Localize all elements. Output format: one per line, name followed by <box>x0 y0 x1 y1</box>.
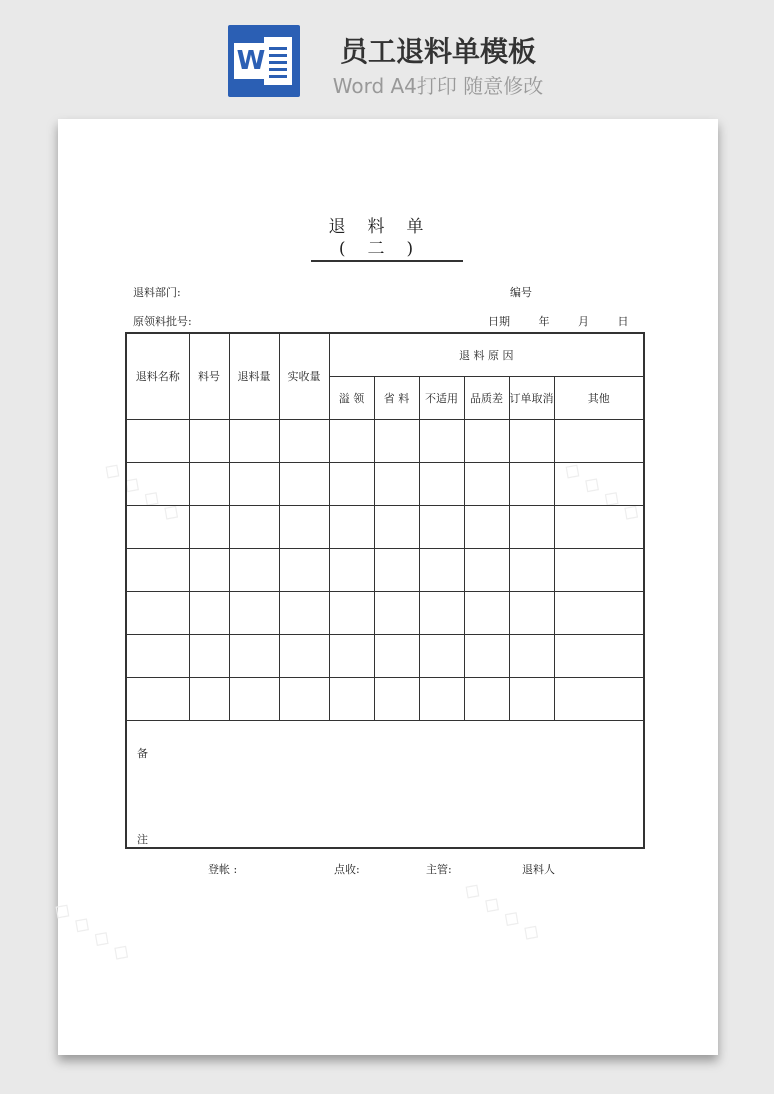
year-label: 年 <box>538 315 550 328</box>
table-cell[interactable] <box>374 419 419 462</box>
table-cell[interactable] <box>554 505 644 548</box>
watermark: ◇ ◇ ◇ ◇ <box>98 455 186 528</box>
table-cell[interactable] <box>329 462 374 505</box>
table-cell[interactable] <box>464 634 509 677</box>
table-cell[interactable] <box>329 505 374 548</box>
table-cell[interactable] <box>419 591 464 634</box>
table-cell[interactable] <box>374 591 419 634</box>
table-cell[interactable] <box>229 677 279 720</box>
table-cell[interactable] <box>419 548 464 591</box>
remarks-label-bottom: 注 <box>137 832 148 846</box>
table-cell[interactable] <box>554 462 644 505</box>
table-row <box>126 591 644 634</box>
day-label: 日 <box>617 315 629 328</box>
table-cell[interactable] <box>279 462 329 505</box>
table-cell[interactable] <box>509 419 554 462</box>
table-cell[interactable] <box>509 462 554 505</box>
table-cell[interactable] <box>419 505 464 548</box>
table-cell[interactable] <box>229 419 279 462</box>
table-cell[interactable] <box>229 548 279 591</box>
table-cell[interactable] <box>419 634 464 677</box>
footer-register: 登帐 : <box>208 863 238 876</box>
header <box>0 0 774 110</box>
table-cell[interactable] <box>374 505 419 548</box>
table-row <box>126 677 644 720</box>
table-cell[interactable] <box>279 505 329 548</box>
table-cell[interactable] <box>126 591 189 634</box>
col-header-reason: 溢 领 <box>329 376 374 419</box>
table-cell[interactable] <box>279 591 329 634</box>
footer-supervisor: 主管: <box>426 863 452 876</box>
col-header-reason: 省 料 <box>374 376 419 419</box>
table-cell[interactable] <box>554 634 644 677</box>
document-title: 退料单(二) <box>311 216 463 262</box>
footer-returner: 退料人 <box>522 863 555 876</box>
table-cell[interactable] <box>329 591 374 634</box>
table-cell[interactable] <box>229 462 279 505</box>
table-cell[interactable] <box>419 677 464 720</box>
table-cell[interactable] <box>554 677 644 720</box>
table-cell[interactable] <box>554 591 644 634</box>
table-cell[interactable] <box>279 548 329 591</box>
table-cell[interactable] <box>329 677 374 720</box>
word-icon <box>228 25 300 97</box>
col-header-reason: 订单取消 <box>509 376 554 419</box>
table-row <box>126 548 644 591</box>
table-cell[interactable] <box>229 505 279 548</box>
table-cell[interactable] <box>329 419 374 462</box>
table-cell[interactable] <box>189 462 229 505</box>
col-header-name: 退料名称 <box>126 333 189 419</box>
return-form-table <box>125 332 645 849</box>
table-cell[interactable] <box>279 677 329 720</box>
table-cell[interactable] <box>374 462 419 505</box>
table-cell[interactable] <box>374 677 419 720</box>
table-cell[interactable] <box>126 548 189 591</box>
col-header-reason: 不适用 <box>419 376 464 419</box>
table-cell[interactable] <box>464 591 509 634</box>
table-cell[interactable] <box>374 634 419 677</box>
table-row <box>126 419 644 462</box>
table-row <box>126 634 644 677</box>
table-cell[interactable] <box>126 505 189 548</box>
date-label: 日期 <box>488 315 510 328</box>
table-cell[interactable] <box>464 677 509 720</box>
remarks-row <box>126 720 644 848</box>
table-cell[interactable] <box>464 462 509 505</box>
page-lines-icon <box>264 37 292 85</box>
table-cell[interactable] <box>509 677 554 720</box>
table-cell[interactable] <box>279 634 329 677</box>
document-page <box>48 119 718 1055</box>
table-cell[interactable] <box>509 548 554 591</box>
table-cell[interactable] <box>126 419 189 462</box>
table-cell[interactable] <box>464 419 509 462</box>
table-cell[interactable] <box>419 462 464 505</box>
table-cell[interactable] <box>329 634 374 677</box>
batch-label: 原领料批号: <box>133 315 192 328</box>
table-cell[interactable] <box>509 505 554 548</box>
footer-check: 点收: <box>334 863 360 876</box>
col-header-return-qty: 退料量 <box>229 333 279 419</box>
table-row <box>126 462 644 505</box>
table-cell[interactable] <box>189 419 229 462</box>
table-cell[interactable] <box>374 548 419 591</box>
table-cell[interactable] <box>279 419 329 462</box>
table-cell[interactable] <box>126 677 189 720</box>
serial-label: 编号 <box>510 286 532 299</box>
watermark: ◇ ◇ ◇ ◇ <box>48 895 136 968</box>
table-cell[interactable] <box>189 548 229 591</box>
table-cell[interactable] <box>554 419 644 462</box>
remarks-cell[interactable] <box>126 720 644 848</box>
col-header-reason-group: 退 料 原 因 <box>329 333 644 376</box>
table-cell[interactable] <box>554 548 644 591</box>
table-cell[interactable] <box>189 505 229 548</box>
word-letter: W <box>234 43 268 79</box>
col-header-received-qty: 实收量 <box>279 333 329 419</box>
table-row <box>126 505 644 548</box>
date-line <box>488 313 654 329</box>
table-cell[interactable] <box>464 505 509 548</box>
dept-label: 退料部门: <box>133 286 181 299</box>
table-cell[interactable] <box>189 591 229 634</box>
table-cell[interactable] <box>509 634 554 677</box>
table-cell[interactable] <box>229 591 279 634</box>
table-cell[interactable] <box>464 548 509 591</box>
remarks-label-top: 备 <box>137 746 148 760</box>
watermark: ◇ ◇ ◇ ◇ <box>558 455 646 528</box>
watermark: ◇ ◇ ◇ ◇ <box>458 875 546 948</box>
month-label: 月 <box>578 315 589 328</box>
table-cell[interactable] <box>329 548 374 591</box>
col-header-reason: 其他 <box>554 376 644 419</box>
col-header-reason: 品质差 <box>464 376 509 419</box>
table-cell[interactable] <box>189 677 229 720</box>
table-cell[interactable] <box>419 419 464 462</box>
template-subtitle: Word A4打印 随意修改 <box>332 74 544 98</box>
col-header-code: 料号 <box>189 333 229 419</box>
table-cell[interactable] <box>126 634 189 677</box>
template-title: 员工退料单模板 <box>339 35 536 68</box>
table-cell[interactable] <box>126 462 189 505</box>
table-cell[interactable] <box>189 634 229 677</box>
table-cell[interactable] <box>509 591 554 634</box>
table-cell[interactable] <box>229 634 279 677</box>
